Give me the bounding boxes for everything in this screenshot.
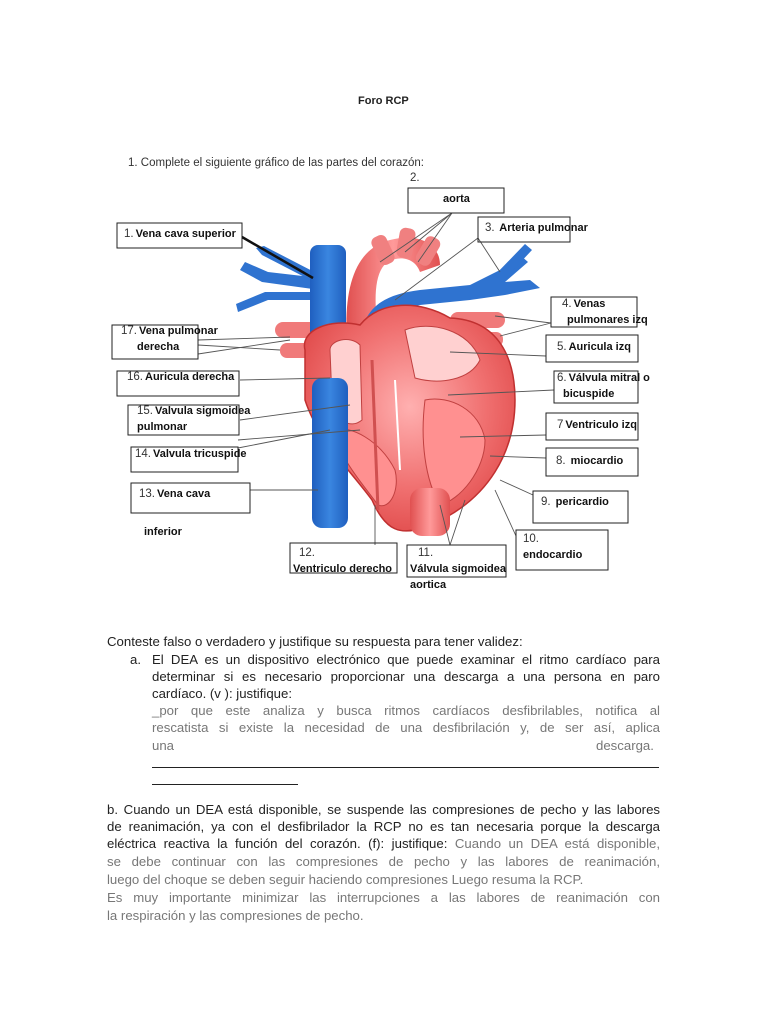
item-a-answer-1: _por que este analiza y busca ritmos cardíacos desfibrilables, notifica al xyxy=(152,703,660,718)
item-b-line-2: de reanimación, ya con el desfibrilador la RCP no es tan necesaria porque la descarga xyxy=(107,819,660,834)
label-2-number: 2. xyxy=(410,172,420,184)
label-4: 4. Venas pulmonares izq xyxy=(562,298,648,326)
label-15: 15. Valvula sigmoidea pulmonar xyxy=(137,405,251,433)
question-1-prompt: 1. Complete el siguiente gráfico de las partes del corazón: xyxy=(128,157,424,169)
page-title: Foro RCP xyxy=(358,95,409,107)
label-9: 9. pericardio xyxy=(541,496,609,508)
label-6: 6. Válvula mitral o bicuspide xyxy=(557,372,650,400)
item-b-answer-2: se debe continuar con las compresiones de pecho y las labores de reanimación, xyxy=(107,854,660,869)
label-2: aorta xyxy=(443,193,470,205)
label-17: 17. Vena pulmonar derecha xyxy=(121,325,218,353)
label-8: 8. miocardio xyxy=(556,455,624,467)
item-b-line-3: eléctrica reactiva la función del corazón. (f): justifique: Cuando un DEA está disponible, xyxy=(107,836,660,851)
left-pulmonary-branches xyxy=(236,246,322,312)
item-a-line-3: cardíaco. (v ): justifique: xyxy=(152,686,292,701)
item-b-answer-3: luego del choque se deben seguir haciendo compresiones Luego resuma la RCP. xyxy=(107,872,584,887)
label-5: 5. Auricula izq xyxy=(557,341,631,353)
label-11: 11. Válvula sigmoidea aortica xyxy=(410,547,506,591)
instruction-text: Conteste falso o verdadero y justifique su respuesta para tener validez: xyxy=(107,634,523,649)
label-10: 10. endocardio xyxy=(523,533,583,561)
item-b-line-1: b. Cuando un DEA está disponible, se suspende las compresiones de pecho y las labores xyxy=(107,802,660,817)
label-13-line2: inferior xyxy=(144,526,182,538)
item-a-line-1: El DEA es un dispositivo electrónico que puede examinar el ritmo cardíaco para xyxy=(152,652,660,667)
label-1: 1. Vena cava superior xyxy=(124,228,236,240)
item-b-answer-4: Es muy importante minimizar las interrupciones a las labores de reanimación con xyxy=(107,890,660,905)
item-a-answer-2: rescatista si existe la necesidad de una desfibrilación y, de ser así, aplica xyxy=(152,720,660,735)
label-13: 13. Vena cava xyxy=(139,488,211,500)
inferior-vena-cava-shape xyxy=(312,378,348,528)
descending-aorta-shape xyxy=(410,488,450,536)
label-12: 12. Ventriculo derecho xyxy=(293,547,393,575)
item-a-answer-3a: una xyxy=(152,738,175,753)
answer-line-2 xyxy=(152,784,298,785)
item-a-line-2: determinar si es necesario proporcionar una descarga a una persona en paro xyxy=(152,669,660,684)
label-14: 14. Valvula tricuspide xyxy=(135,448,247,460)
item-b-answer-5: la respiración y las compresiones de pecho. xyxy=(107,908,364,923)
label-3: 3. Arteria pulmonar xyxy=(485,222,588,234)
label-7: 7 Ventriculo izq xyxy=(557,419,637,431)
item-a-answer-3b: descarga. xyxy=(596,738,654,753)
answer-line-1 xyxy=(152,767,659,768)
label-16: 16. Auricula derecha xyxy=(127,371,235,383)
item-a-marker: a. xyxy=(130,652,141,667)
